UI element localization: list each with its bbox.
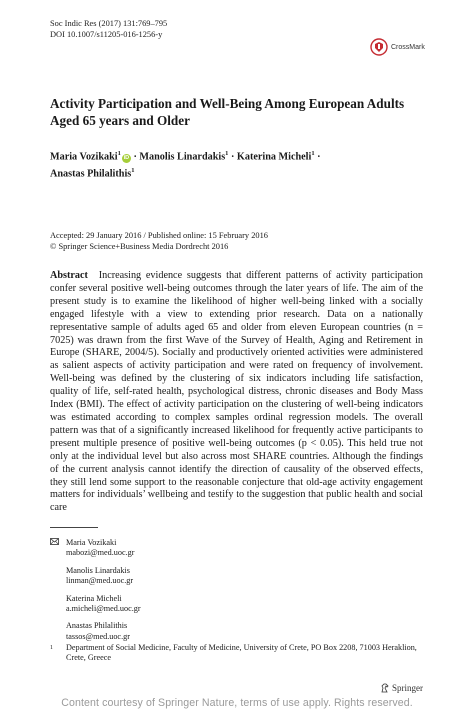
contact-email[interactable]: a.micheli@med.uoc.gr — [66, 604, 141, 614]
contact-name: Katerina Micheli — [66, 593, 122, 603]
author-name: Maria Vozikaki — [50, 151, 118, 163]
crossmark-badge[interactable] — [370, 38, 425, 56]
contact-item — [50, 566, 350, 587]
journal-citation: Soc Indic Res (2017) 131:769–795 — [50, 19, 168, 28]
contact-list — [50, 538, 350, 649]
author-affiliation-marker: 1 — [117, 150, 121, 157]
footnote-divider — [50, 527, 98, 528]
publisher-logo — [380, 683, 423, 693]
author-affiliation-marker: 1 — [225, 150, 229, 157]
affiliation-text: Department of Social Medicine, Faculty of Medicine, University of Crete, PO Box 2208, 71003 Heraklion, Crete, Greece — [66, 643, 417, 663]
envelope-icon — [50, 538, 59, 545]
abstract — [50, 270, 423, 515]
author-affiliation-marker: 1 — [311, 150, 315, 157]
journal-header — [50, 18, 167, 40]
author-name: Manolis Linardakis — [139, 151, 226, 163]
crossmark-icon — [370, 38, 388, 56]
contact-item — [50, 621, 350, 642]
author-affiliation-marker: 1 — [131, 167, 135, 175]
contact-item — [50, 594, 350, 615]
publication-dates — [50, 230, 268, 252]
crossmark-label: CrossMark — [391, 43, 425, 51]
abstract-text: Increasing evidence suggests that different patterns of activity participation confer several positive well-being outcomes through the later years of life. The aim of the present study is to examine the likelihood of higher well-being linked with a socially engaged lifestyle with a view to extending prior research. Data on a nationally representative sample of adults aged 65 and older from eleven European countries (n = 7025) was drawn from the first Wave of the Survey of Health, Aging and Retirement in Europe (SHARE, 2004/5). Socially and productively oriented activities were administered as salient aspects of activity participation and were rated on frequency of involvement. Well-being was defined by the clustering of six indicators including life satisfaction, quality of life, self-rated health, psychological distress, chronic diseases and Body Mass Index (BMI). The effect of activity participation on the clustering of well-being indicators was estimated according to complex samples ordinal regression models. The overall pattern was that of a significantly increased likelihood for frequently active participants to present multiple presence of positive well-being outcomes (p < 0.05). This held true not only at the individual level but also across most SHARE countries. Although the findings of the current analysis cannot identify the direction of causality of the observed effects, they still lend some support to the reasonable conjecture that old-age activity engagement matters for individuals’ wellbeing and testify to the suggestion that public health and social care — [50, 270, 423, 514]
author-list — [50, 147, 420, 182]
contact-name: Maria Vozikaki — [66, 538, 117, 547]
author-separator: · — [230, 151, 235, 163]
author-name: Katerina Micheli — [236, 151, 312, 163]
author-name: Anastas Philalithis — [50, 168, 132, 180]
author-separator: · — [317, 151, 321, 163]
affiliation-number: 1 — [50, 645, 53, 651]
contact-item — [50, 538, 350, 559]
contact-email[interactable]: mabozi@med.uoc.gr — [66, 548, 135, 558]
publisher-name: Springer — [392, 683, 423, 693]
courtesy-notice: Content courtesy of Springer Nature, terms of use apply. Rights reserved. — [61, 697, 413, 709]
springer-horse-icon — [380, 683, 390, 693]
orcid-icon[interactable]: iD — [123, 155, 130, 162]
copyright-line: © Springer Science+Business Media Dordrecht 2016 — [50, 242, 229, 251]
accepted-published-dates: Accepted: 29 January 2016 / Published online: 15 February 2016 — [50, 231, 268, 240]
journal-doi[interactable]: DOI 10.1007/s11205-016-1256-y — [50, 30, 163, 39]
contact-email[interactable]: linman@med.uoc.gr — [66, 576, 134, 586]
affiliation-footnote — [50, 643, 430, 664]
contact-name: Manolis Linardakis — [66, 565, 130, 575]
author-separator: · — [133, 151, 137, 163]
contact-email[interactable]: tassos@med.uoc.gr — [66, 631, 130, 641]
abstract-heading: Abstract — [50, 270, 88, 281]
contact-name: Anastas Philalithis — [66, 621, 128, 631]
article-title: Activity Participation and Well-Being Among European Adults Aged 65 years and Older — [50, 96, 405, 128]
